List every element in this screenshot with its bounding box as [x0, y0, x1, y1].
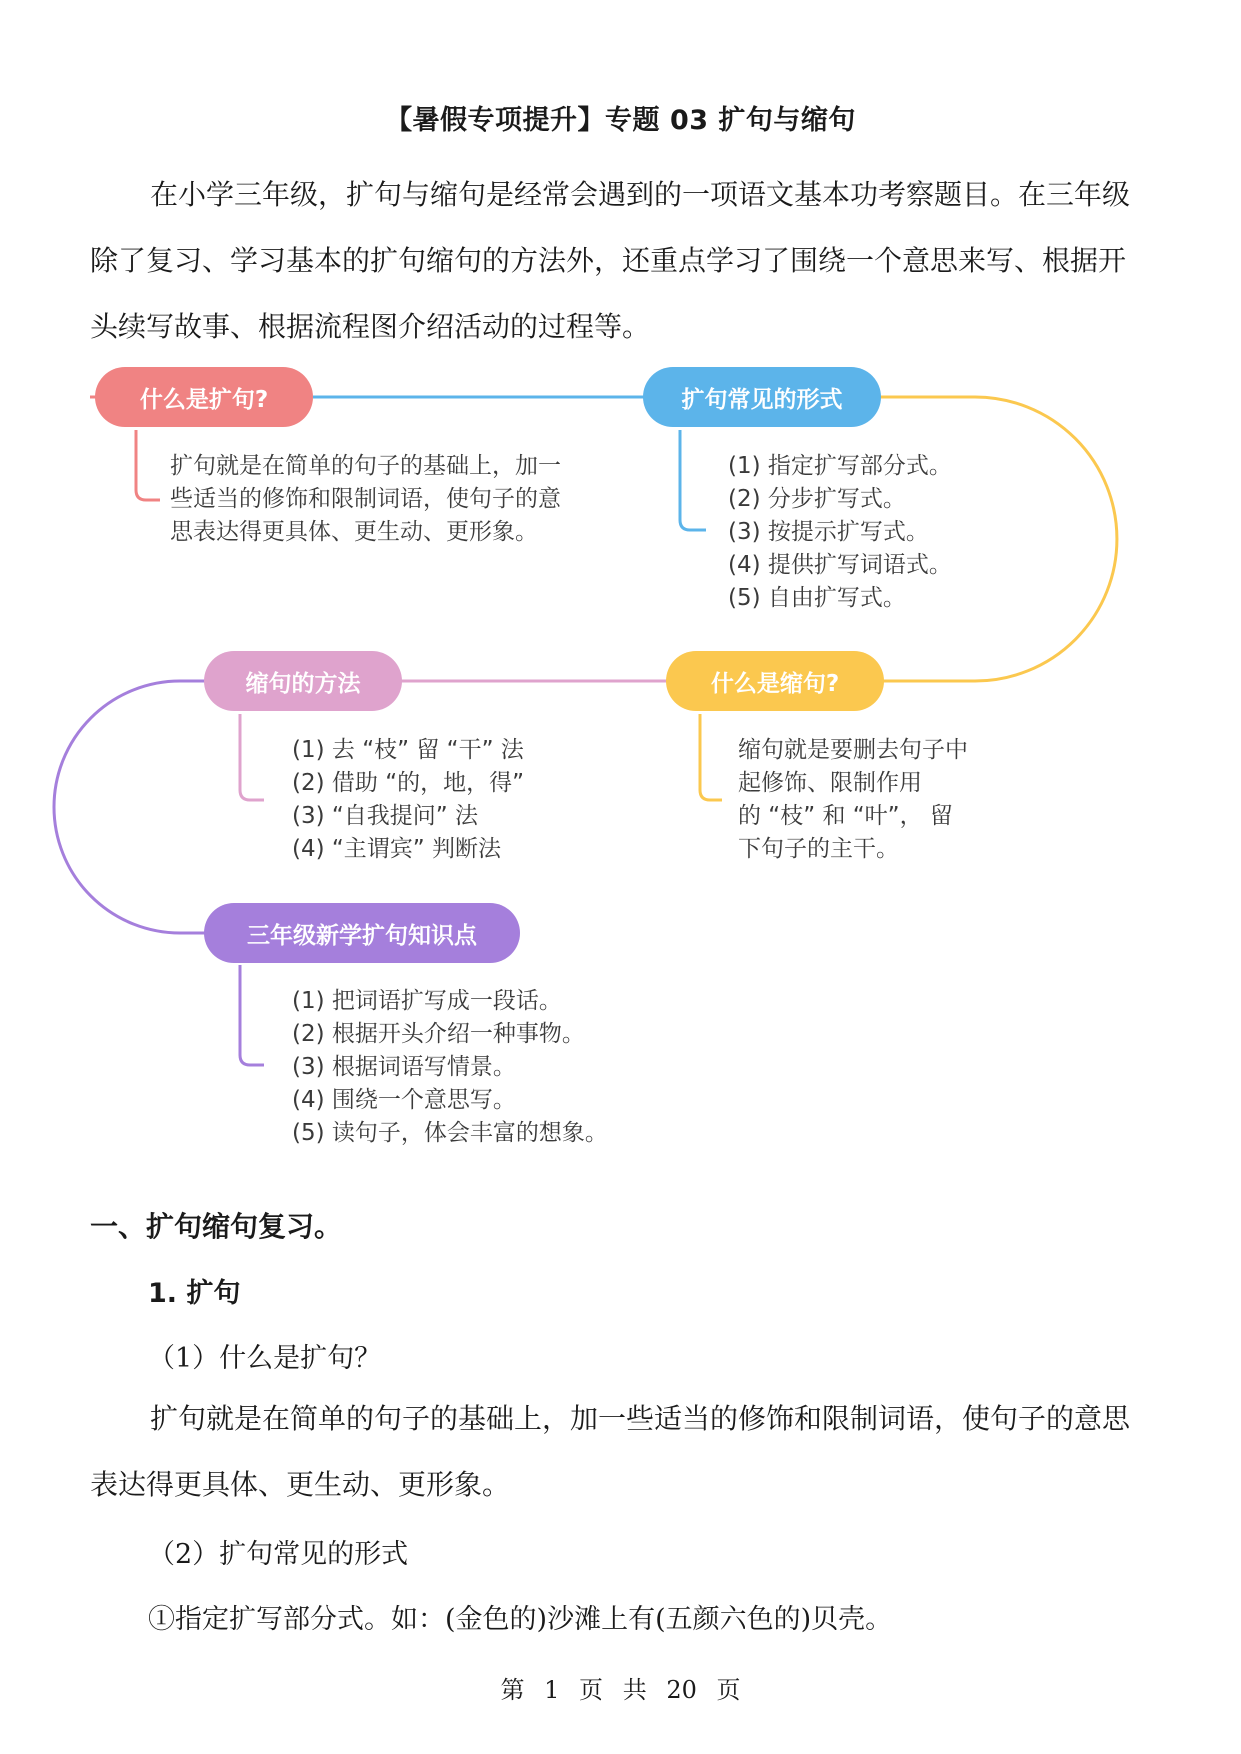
methods-item: (2) 借助 “的，地，得” [292, 770, 525, 796]
footer-total-pages: 20 [666, 1676, 697, 1704]
methods-list [292, 734, 524, 866]
grade3-item: (3) 根据词语写情景。 [292, 1054, 516, 1080]
question-heading: （1）什么是扩句？ [148, 1343, 382, 1374]
methods-item: (3) “自我提问” 法 [292, 803, 479, 829]
example-line: ①指定扩写部分式。如：(金色的)沙滩上有(五颜六色的)贝壳。 [148, 1604, 893, 1635]
section-heading: 一、扩句缩句复习。 [90, 1210, 343, 1243]
question-heading-2: （2）扩句常见的形式 [148, 1539, 409, 1570]
intro-text: 在小学三年级，扩句与缩句是经常会遇到的一项语文基本功考察题目。在三年级除了复习、学习基本的扩句缩句的方法外，还重点学习了围绕一个意思来写、根据开头续写故事、根据流程图介绍活动的过程等。 [90, 178, 1131, 343]
suoju-line: 下句子的主干。 [738, 836, 899, 862]
page-footer [0, 1670, 1241, 1705]
footer-ye: 页 [716, 1676, 741, 1704]
bracket-red [136, 430, 160, 500]
methods-item: (4) “主谓宾” 判断法 [292, 836, 502, 862]
kuoju-line: 思表达得更具体、更生动、更形象。 [170, 519, 538, 545]
forms-list [728, 450, 952, 615]
kuoju-definition [170, 450, 561, 549]
connector-left-arc [54, 681, 205, 933]
suoju-line: 缩句就是要删去句子中 [738, 737, 968, 763]
definition-text: 扩句就是在简单的句子的基础上，加一些适当的修饰和限制词语，使句子的意思表达得更具体、更生动、更形象。 [90, 1402, 1131, 1501]
bracket-yellow [700, 714, 722, 800]
definition-paragraph [90, 1386, 1145, 1518]
forms-item: (2) 分步扩写式。 [728, 486, 906, 512]
grade3-list [292, 985, 608, 1150]
pill-kuoju-forms: 扩句常见的形式 [643, 367, 881, 427]
bracket-pink [240, 714, 264, 800]
forms-item: (4) 提供扩写词语式。 [728, 552, 952, 578]
kuoju-line: 扩句就是在简单的句子的基础上，加一 [170, 453, 561, 479]
footer-page-number: 1 [544, 1676, 560, 1704]
pill-grade3-points: 三年级新学扩句知识点 [204, 903, 520, 963]
footer-di: 第 [500, 1676, 525, 1704]
pill-what-is-suoju: 什么是缩句? [666, 651, 884, 711]
suoju-line: 起修饰、限制作用 [738, 770, 922, 796]
grade3-item: (5) 读句子，体会丰富的想象。 [292, 1120, 608, 1146]
grade3-item: (4) 围绕一个意思写。 [292, 1087, 516, 1113]
suoju-definition [738, 734, 968, 866]
bracket-blue [680, 430, 706, 530]
subsection-heading: 1. 扩句 [148, 1278, 241, 1309]
grade3-item: (2) 根据开头介绍一种事物。 [292, 1021, 585, 1047]
kuoju-line: 些适当的修饰和限制词语，使句子的意 [170, 486, 561, 512]
methods-item: (1) 去 “枝” 留 “干” 法 [292, 737, 524, 763]
page-title: 【暑假专项提升】专题 03 扩句与缩句 [385, 105, 856, 136]
forms-item: (3) 按提示扩写式。 [728, 519, 929, 545]
footer-ye: 页 [579, 1676, 604, 1704]
forms-item: (1) 指定扩写部分式。 [728, 453, 952, 479]
suoju-line: 的 “枝” 和 “叶”， 留 [738, 803, 953, 829]
forms-item: (5) 自由扩写式。 [728, 585, 906, 611]
grade3-item: (1) 把词语扩写成一段话。 [292, 988, 562, 1014]
footer-gong: 共 [622, 1676, 647, 1704]
pill-suoju-methods: 缩句的方法 [204, 651, 402, 711]
bracket-purple [240, 965, 264, 1065]
pill-what-is-kuoju: 什么是扩句? [95, 367, 313, 427]
